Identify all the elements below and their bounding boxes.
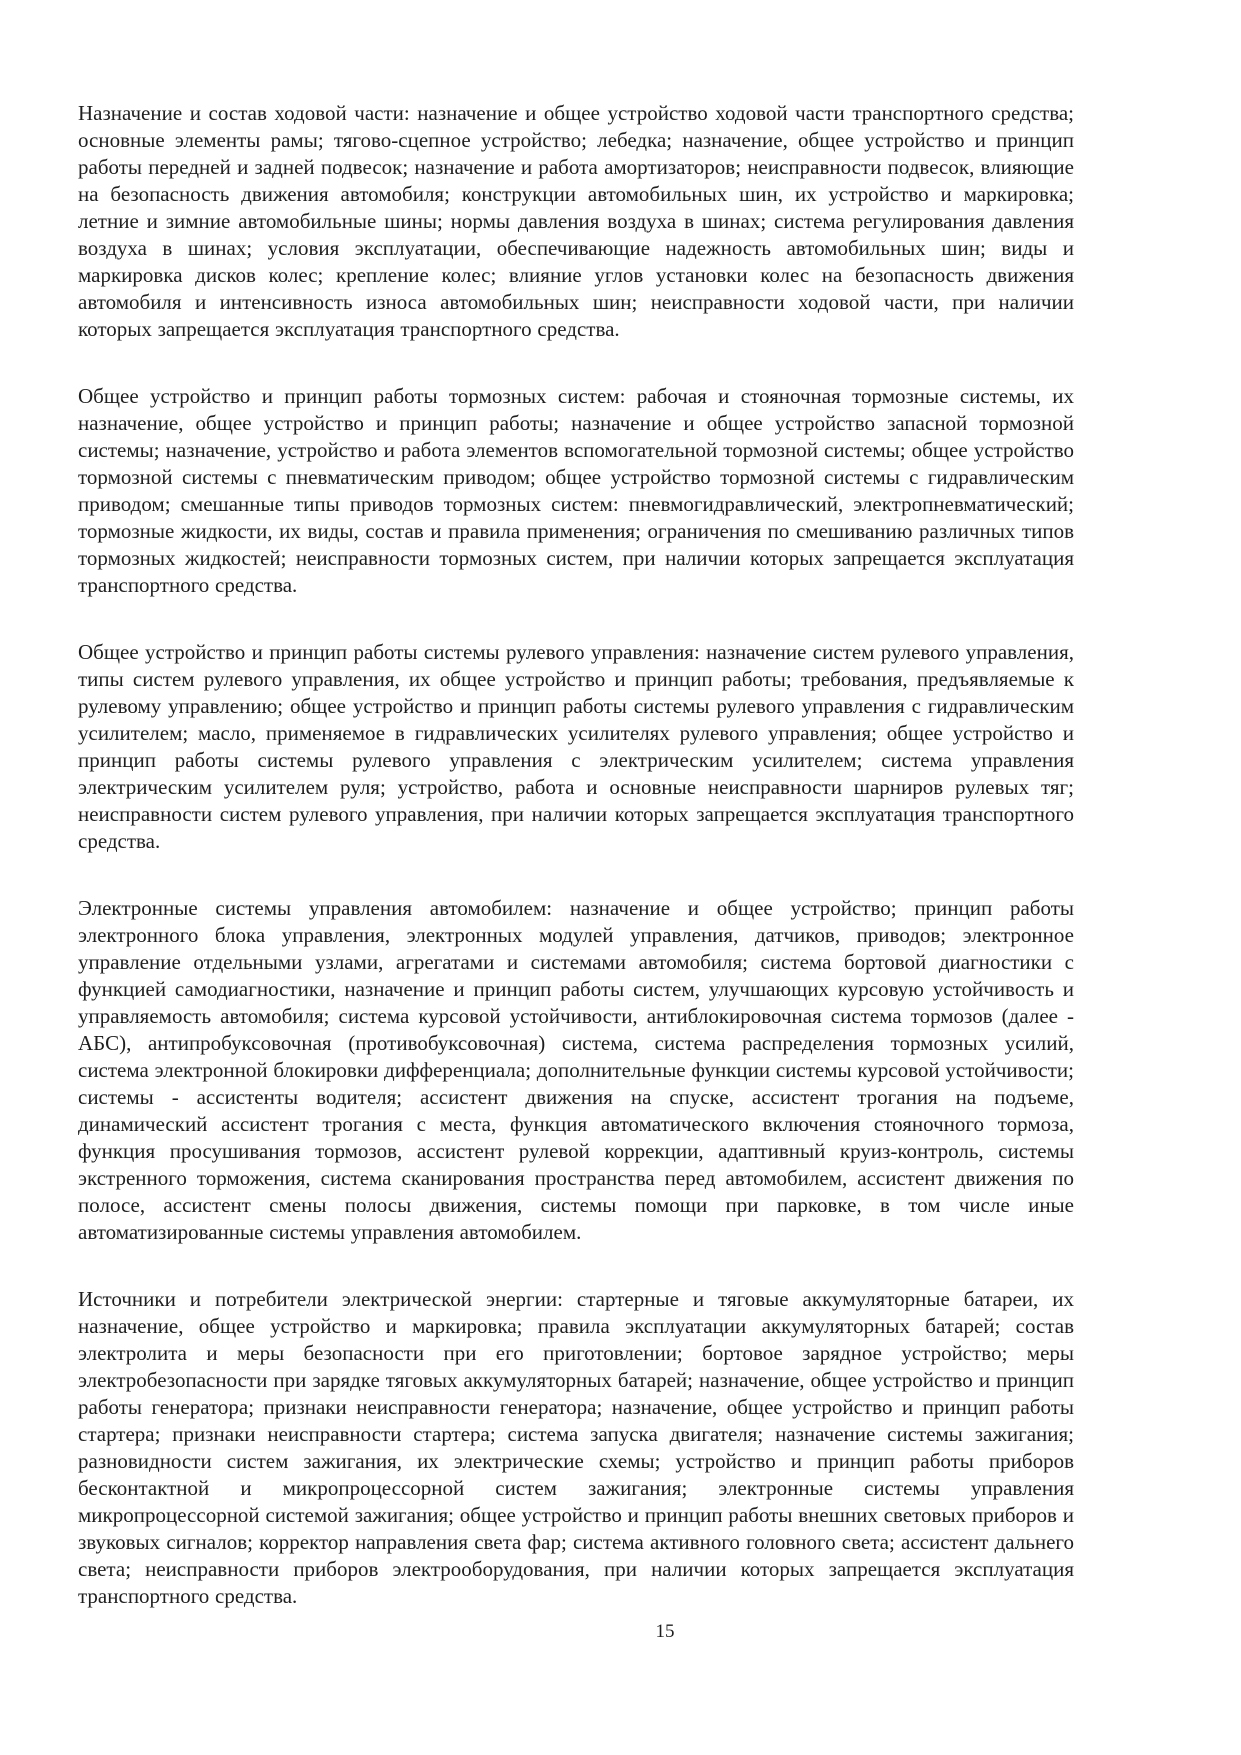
paragraph-brake-systems: Общее устройство и принцип работы тормозных систем: рабочая и стояночная тормозные системы, их назначение, общее устройство и принцип работы; назначение и общее устройство запасной тормозной системы; назначение, устройство и работа элементов вспомогательной тормозной системы; общее устройство тормозной системы с пневматическим приводом; общее устройство тормозной системы с гидравлическим приводом; смешанные типы приводов тормозных систем: пневмогидравлический, электропневматический; тормозные жидкости, их виды, состав и правила применения; ограничения по смешиванию различных типов тормозных жидкостей; неисправности тормозных систем, при наличии которых запрещается эксплуатация транспортного средства. xyxy=(78,384,1074,597)
paragraph-steering-system: Общее устройство и принцип работы системы рулевого управления: назначение систем рулевого управления, типы систем рулевого управления, их общее устройство и принцип работы; требования, предъявляемые к рулевому управлению; общее устройство и принцип работы системы рулевого управления с гидравлическим усилителем; масло, применяемое в гидравлических усилителях рулевого управления; общее устройство и принцип работы системы рулевого управления с электрическим усилителем; система управления электрическим усилителем руля; устройство, работа и основные неисправности шарниров рулевых тяг; неисправности систем рулевого управления, при наличии которых запрещается эксплуатация транспортного средства. xyxy=(78,640,1074,853)
paragraph-electrical-energy: Источники и потребители электрической энергии: стартерные и тяговые аккумуляторные батареи, их назначение, общее устройство и маркировка; правила эксплуатации аккумуляторных батарей; состав электролита и меры безопасности при его приготовлении; бортовое зарядное устройство; меры электробезопасности при зарядке тяговых аккумуляторных батарей; назначение, общее устройство и принцип работы генератора; признаки неисправности генератора; назначение, общее устройство и принцип работы стартера; признаки неисправности стартера; система запуска двигателя; назначение системы зажигания; разновидности систем зажигания, их электрические схемы; устройство и принцип работы приборов бесконтактной и микропроцессорной систем зажигания; электронные системы управления микропроцессорной системой зажигания; общее устройство и принцип работы внешних световых приборов и звуковых сигналов; корректор направления света фар; система активного головного света; ассистент дальнего света; неисправности приборов электрооборудования, при наличии которых запрещается эксплуатация транспортного средства. xyxy=(78,1287,1074,1608)
paragraph-chassis: Назначение и состав ходовой части: назначение и общее устройство ходовой части транспортного средства; основные элементы рамы; тягово-сцепное устройство; лебедка; назначение, общее устройство и принцип работы передней и задней подвесок; назначение и работа амортизаторов; неисправности подвесок, влияющие на безопасность движения автомобиля; конструкции автомобильных шин, их устройство и маркировка; летние и зимние автомобильные шины; нормы давления воздуха в шинах; система регулирования давления воздуха в шинах; условия эксплуатации, обеспечивающие надежность автомобильных шин; виды и маркировка дисков колес; крепление колес; влияние углов установки колес на безопасность движения автомобиля и интенсивность износа автомобильных шин; неисправности ходовой части, при наличии которых запрещается эксплуатация транспортного средства. xyxy=(78,101,1074,341)
text-column xyxy=(78,100,1074,1610)
paragraph-electronic-control-systems: Электронные системы управления автомобилем: назначение и общее устройство; принцип работы электронного блока управления, электронных модулей управления, датчиков, приводов; электронное управление отдельными узлами, агрегатами и системами автомобиля; система бортовой диагностики с функцией самодиагностики, назначение и принцип работы систем, улучшающих курсовую устойчивость и управляемость автомобиля; система курсовой устойчивости, антиблокировочная система тормозов (далее - АБС), антипробуксовочная (противобуксовочная) система, система распределения тормозных усилий, система электронной блокировки дифференциала; дополнительные функции системы курсовой устойчивости; системы - ассистенты водителя; ассистент движения на спуске, ассистент трогания на подъеме, динамический ассистент трогания с места, функция автоматического включения стояночного тормоза, функция просушивания тормозов, ассистент рулевой коррекции, адаптивный круиз-контроль, системы экстренного торможения, система сканирования пространства перед автомобилем, ассистент движения по полосе, ассистент смены полосы движения, системы помощи при парковке, в том числе иные автоматизированные системы управления автомобилем. xyxy=(78,896,1075,1244)
page-number: 15 xyxy=(655,1621,675,1642)
